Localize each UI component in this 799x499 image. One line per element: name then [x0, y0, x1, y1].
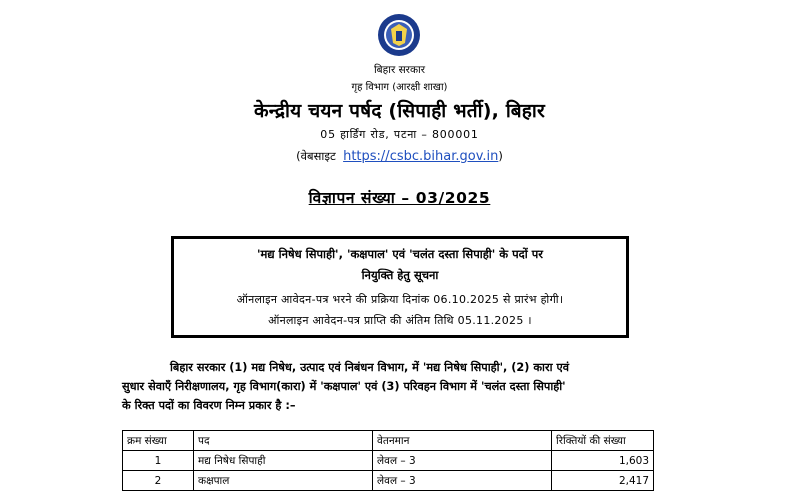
intro-line3: के रिक्त पदों का विवरण निम्न प्रकार है :– [122, 399, 296, 412]
intro-line2: सुधार सेवाएँ निरीक्षणालय, गृह विभाग(कारा) में 'कक्षपाल' एवं (3) परिवहन विभाग में 'चलंत दस्ता सिपाही' [122, 380, 566, 393]
cell-sno: 1 [123, 451, 194, 471]
notice-heading-line1: 'मद्य निषेध सिपाही', 'कक्षपाल' एवं 'चलंत दस्ता सिपाही' के पदों पर [256, 247, 544, 261]
cell-post: मद्य निषेध सिपाही [194, 451, 373, 471]
cell-pay: लेवल – 3 [373, 451, 552, 471]
header-sno: क्रम संख्या [123, 431, 194, 451]
website-line [0, 149, 799, 164]
emblem-icon [377, 13, 421, 57]
advertisement-number [0, 186, 799, 208]
website-prefix: (वेबसाइट [296, 149, 336, 163]
intro-paragraph [122, 358, 662, 415]
notice-last-date: ऑनलाइन आवेदन-पत्र प्राप्ति की अंतिम तिथि 05.11.2025 । [268, 314, 532, 327]
department-name: गृह विभाग (आरक्षी शाखा) [351, 82, 448, 93]
intro-line1 [122, 358, 662, 377]
header-pay: वेतनमान [373, 431, 552, 451]
cell-sno: 2 [123, 471, 194, 491]
office-address: 05 हार्डिंग रोड, पटना – 800001 [320, 128, 479, 141]
cell-vacancies: 1,603 [552, 451, 654, 471]
website-suffix: ) [498, 149, 503, 163]
notice-start-date: ऑनलाइन आवेदन-पत्र भरने की प्रक्रिया दिनांक 06.10.2025 से प्रारंभ होगी। [236, 293, 564, 306]
website-link[interactable]: https://csbc.bihar.gov.in [343, 149, 499, 164]
cell-post: कक्षपाल [194, 471, 373, 491]
intro-line1-text: बिहार सरकार (1) मद्य निषेध, उत्पाद एवं निबंधन विभाग, में 'मद्य निषेध सिपाही', (2) कारा एवं [170, 361, 569, 374]
cell-vacancies: 2,417 [552, 471, 654, 491]
vacancy-table [122, 430, 654, 491]
notice-box [171, 236, 629, 338]
cell-pay: लेवल – 3 [373, 471, 552, 491]
header-vacancies: रिक्तियों की संख्या [552, 431, 654, 451]
government-name: बिहार सरकार [373, 64, 426, 76]
notice-heading-line2: नियुक्ति हेतु सूचना [361, 268, 439, 282]
table-row [123, 471, 654, 491]
csbc-emblem [377, 13, 421, 57]
table-header-row [123, 431, 654, 451]
advertisement-number-text: विज्ञापन संख्या – 03/2025 [308, 189, 491, 207]
header-post: पद [194, 431, 373, 451]
page-title: केन्द्रीय चयन पर्षद (सिपाही भर्ती), बिहार [254, 100, 545, 122]
table-row [123, 451, 654, 471]
